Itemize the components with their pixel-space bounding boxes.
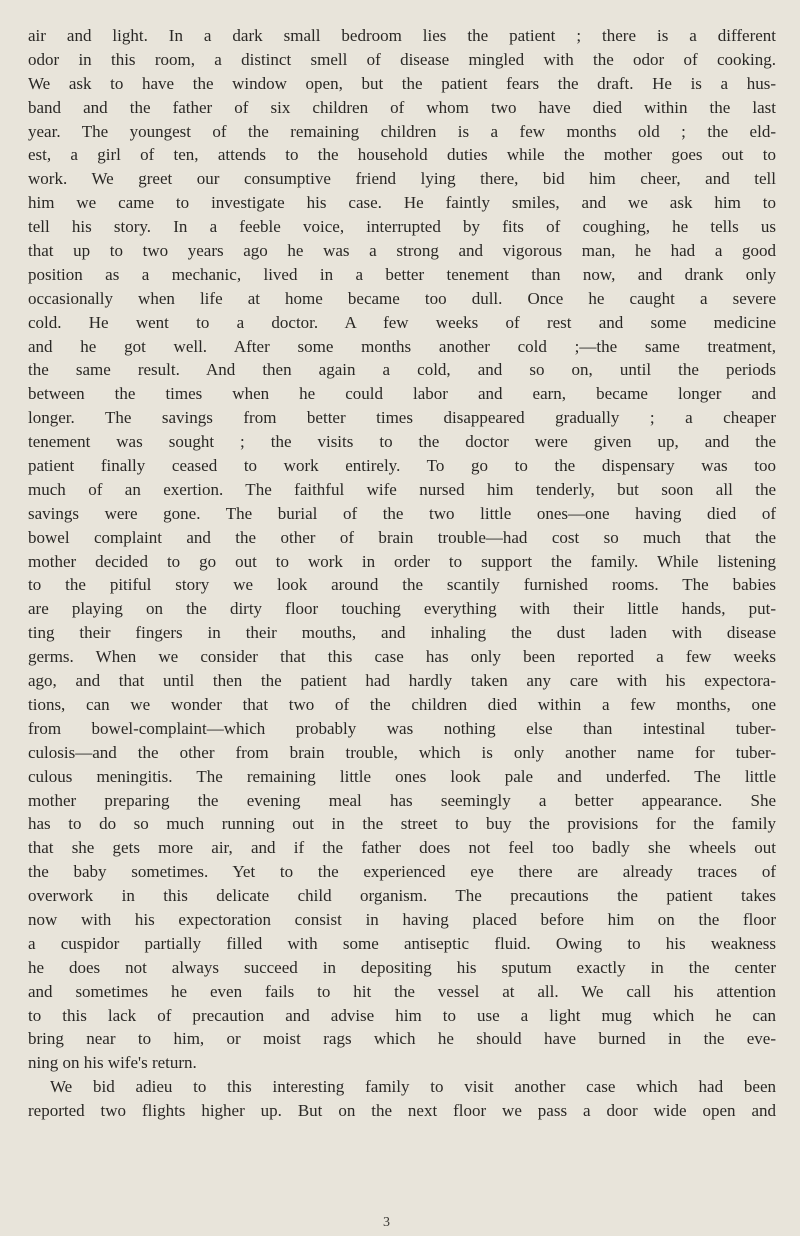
text-line: culous meningitis. The remaining little ones look pale and underfed. The little xyxy=(28,766,776,786)
text-line: that she gets more air, and if the father does not feel too badly she wheels out xyxy=(28,838,776,858)
text-line: to the pitiful story we look around the scantily furnished rooms. The babies xyxy=(28,575,776,595)
text-line: has to do so much running out in the street to buy the provisions for the family xyxy=(28,814,776,834)
text-line: tenement was sought ; the visits to the doctor were given up, and the xyxy=(28,432,776,452)
text-line: reported two flights higher up. But on the next floor we pass a door wide open and xyxy=(28,1101,776,1121)
text-line: the baby sometimes. Yet to the experienced eye there are already traces of xyxy=(28,862,776,882)
body-text xyxy=(28,24,776,1123)
text-line: ning on his wife's return. xyxy=(28,1053,197,1073)
text-line: cold. He went to a doctor. A few weeks of rest and some medicine xyxy=(28,312,776,332)
text-line: savings were gone. The burial of the two little ones—one having died of xyxy=(28,503,776,523)
text-line: air and light. In a dark small bedroom lies the patient ; there is a different xyxy=(28,26,776,45)
text-line: mother preparing the evening meal has seemingly a better appearance. She xyxy=(28,790,776,810)
text-line: band and the father of six children of whom two have died within the last xyxy=(28,97,776,117)
text-line: and sometimes he even fails to hit the vessel at all. We call his attention xyxy=(28,981,776,1001)
text-line: occasionally when life at home became too dull. Once he caught a severe xyxy=(28,288,776,308)
text-line: tell his story. In a feeble voice, interrupted by fits of coughing, he tells us xyxy=(28,217,776,237)
text-line: much of an exertion. The faithful wife nursed him tenderly, but soon all the xyxy=(28,479,776,499)
text-line: longer. The savings from better times disappeared gradually ; a cheaper xyxy=(28,408,776,428)
text-line: year. The youngest of the remaining children is a few months old ; the eld- xyxy=(28,121,776,141)
text-line: between the times when he could labor and earn, became longer and xyxy=(28,384,776,404)
text-line: the same result. And then again a cold, and so on, until the periods xyxy=(28,360,776,380)
text-line: bring near to him, or moist rags which he should have burned in the eve- xyxy=(28,1029,776,1049)
text-line: and he got well. After some months another cold ;—the same treatment, xyxy=(28,336,776,356)
text-line: mother decided to go out to work in order to support the family. While listening xyxy=(28,551,776,571)
text-line: from bowel-complaint—which probably was nothing else than intestinal tuber- xyxy=(28,718,776,738)
text-line: are playing on the dirty floor touching everything with their little hands, put- xyxy=(28,599,776,619)
text-line: position as a mechanic, lived in a better tenement than now, and drank only xyxy=(28,264,776,284)
text-line: now with his expectoration consist in having placed before him on the floor xyxy=(28,909,776,929)
text-line: We ask to have the window open, but the patient fears the draft. He is a hus- xyxy=(28,73,776,93)
text-line: to this lack of precaution and advise him to use a light mug which he can xyxy=(28,1005,776,1025)
text-line: ago, and that until then the patient had hardly taken any care with his expectora- xyxy=(28,671,776,691)
text-line: odor in this room, a distinct smell of disease mingled with the odor of cooking. xyxy=(28,49,776,69)
text-line: him we came to investigate his case. He faintly smiles, and we ask him to xyxy=(28,193,776,213)
text-line: We bid adieu to this interesting family to visit another case which had been xyxy=(50,1077,776,1097)
text-line: ting their fingers in their mouths, and inhaling the dust laden with disease xyxy=(28,623,776,643)
text-line: bowel complaint and the other of brain trouble—had cost so much that the xyxy=(28,527,776,547)
text-line: germs. When we consider that this case has only been reported a few weeks xyxy=(28,647,776,667)
text-line: tions, can we wonder that two of the children died within a few months, one xyxy=(28,694,776,714)
text-line: patient finally ceased to work entirely. To go to the dispensary was too xyxy=(28,456,776,476)
text-line: he does not always succeed in depositing his sputum exactly in the center xyxy=(28,957,776,977)
page-number: 3 xyxy=(383,1215,390,1230)
text-line: that up to two years ago he was a strong and vigorous man, he had a good xyxy=(28,241,776,261)
text-line: culosis—and the other from brain trouble, which is only another name for tuber- xyxy=(28,742,776,762)
text-line: est, a girl of ten, attends to the household duties while the mother goes out to xyxy=(28,145,776,165)
text-line: work. We greet our consumptive friend lying there, bid him cheer, and tell xyxy=(28,169,776,189)
text-line: a cuspidor partially filled with some antiseptic fluid. Owing to his weakness xyxy=(28,933,776,953)
text-line: overwork in this delicate child organism. The precautions the patient takes xyxy=(28,886,776,906)
